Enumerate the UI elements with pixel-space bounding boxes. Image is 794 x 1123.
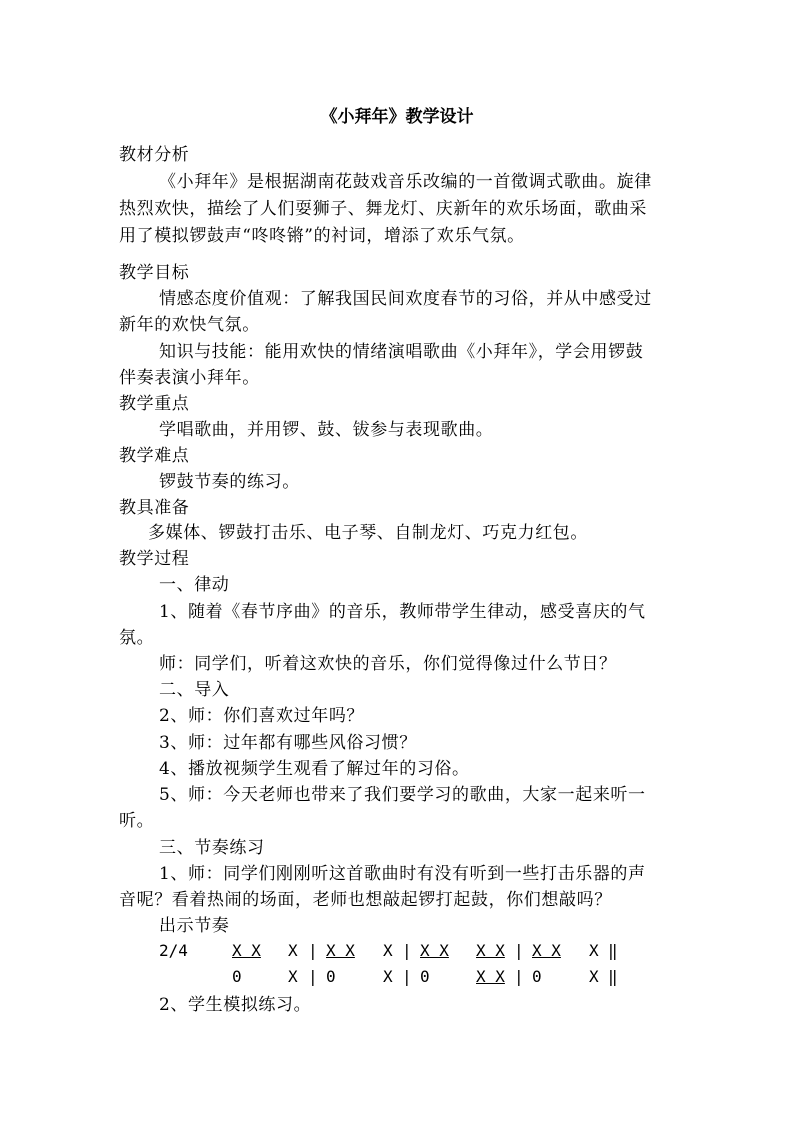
rhythm-barline: | [514,941,524,960]
heading-analysis: 教材分析 [119,145,190,165]
process-line-4: 师：同学们，听着这欢快的音乐，你们觉得像过什么节日？ [159,654,617,674]
process-line-14: 出示节奏 [159,916,230,936]
analysis-line-2: 热烈欢快，描绘了人们耍狮子、舞龙灯、庆新年的欢乐场面，歌曲采 [119,199,647,219]
process-line-9: 5、师：今天老师也带来了我们要学习的歌曲，大家一起来听一 [159,785,646,805]
rhythm-note: X [288,941,298,960]
rhythm-note: X [288,967,298,986]
goals-line-1: 情感态度价值观：了解我国民间欢度春节的习俗，并从中感受过 [159,289,652,309]
heading-tools: 教具准备 [119,498,190,518]
rhythm-note: X [589,967,599,986]
process-line-11: 三、节奏练习 [159,838,265,858]
key-points-line-1: 学唱歌曲，并用锣、鼓、钹参与表现歌曲。 [159,420,494,440]
rhythm-end-barline: ‖ [608,941,618,960]
process-line-3: 氛。 [119,628,155,648]
heading-key-points: 教学重点 [119,394,190,414]
process-line-10: 听。 [119,811,155,831]
rhythm-end-barline: ‖ [608,967,618,986]
goals-line-2: 新年的欢快气氛。 [119,315,260,335]
goals-line-3: 知识与技能：能用欢快的情绪演唱歌曲《小拜年》，学会用锣鼓 [159,342,644,362]
rhythm-note: X [383,941,393,960]
document-title: 《小拜年》教学设计 [320,107,474,127]
process-line-8: 4、播放视频学生观看了解过年的习俗。 [159,759,470,779]
rhythm-note: X X [476,941,505,960]
process-line-15: 2、学生模拟练习。 [159,995,312,1015]
process-line-5: 二、导入 [159,680,230,700]
rhythm-note: X X [232,941,261,960]
rhythm-note: X X [420,941,449,960]
rhythm-note: X X [476,967,505,986]
rhythm-note: 0 [326,967,336,986]
process-line-13: 音呢？看着热闹的场面，老师也想敲起锣打起鼓，你们想敲吗？ [119,890,612,910]
rhythm-barline: | [402,941,412,960]
rhythm-barline: | [514,967,524,986]
analysis-line-1: 《小拜年》是根据湖南花鼓戏音乐改编的一首徵调式歌曲。旋律 [159,172,652,192]
rhythm-note: 0 [232,967,242,986]
analysis-line-3: 用了模拟锣鼓声“咚咚锵”的衬词，增添了欢乐气氛。 [119,226,525,246]
rhythm-note: X X [532,941,561,960]
heading-process: 教学过程 [119,549,190,569]
process-line-6: 2、师：你们喜欢过年吗？ [159,706,365,726]
rhythm-note: 0 [420,967,430,986]
process-line-1: 一、律动 [159,575,230,595]
heading-difficult-points: 教学难点 [119,446,190,466]
rhythm-barline: | [308,967,318,986]
process-line-12: 1、师：同学们刚刚听这首歌曲时有没有听到一些打击乐器的声 [159,864,646,884]
rhythm-barline: | [308,941,318,960]
process-line-7: 3、师：过年都有哪些风俗习惯？ [159,733,417,753]
rhythm-barline: | [402,967,412,986]
rhythm-note: X [589,941,599,960]
heading-goals: 教学目标 [119,263,190,283]
process-line-2: 1、随着《春节序曲》的音乐，教师带学生律动，感受喜庆的气 [159,602,646,622]
difficult-points-line-1: 锣鼓节奏的练习。 [159,472,300,492]
tools-line-1: 多媒体、锣鼓打击乐、电子琴、自制龙灯、巧克力红包。 [148,523,588,543]
goals-line-4: 伴奏表演小拜年。 [119,368,260,388]
rhythm-note: X X [326,941,355,960]
rhythm-note: 0 [532,967,542,986]
rhythm-note: X [383,967,393,986]
rhythm-time-signature: 2/4 [159,941,188,960]
